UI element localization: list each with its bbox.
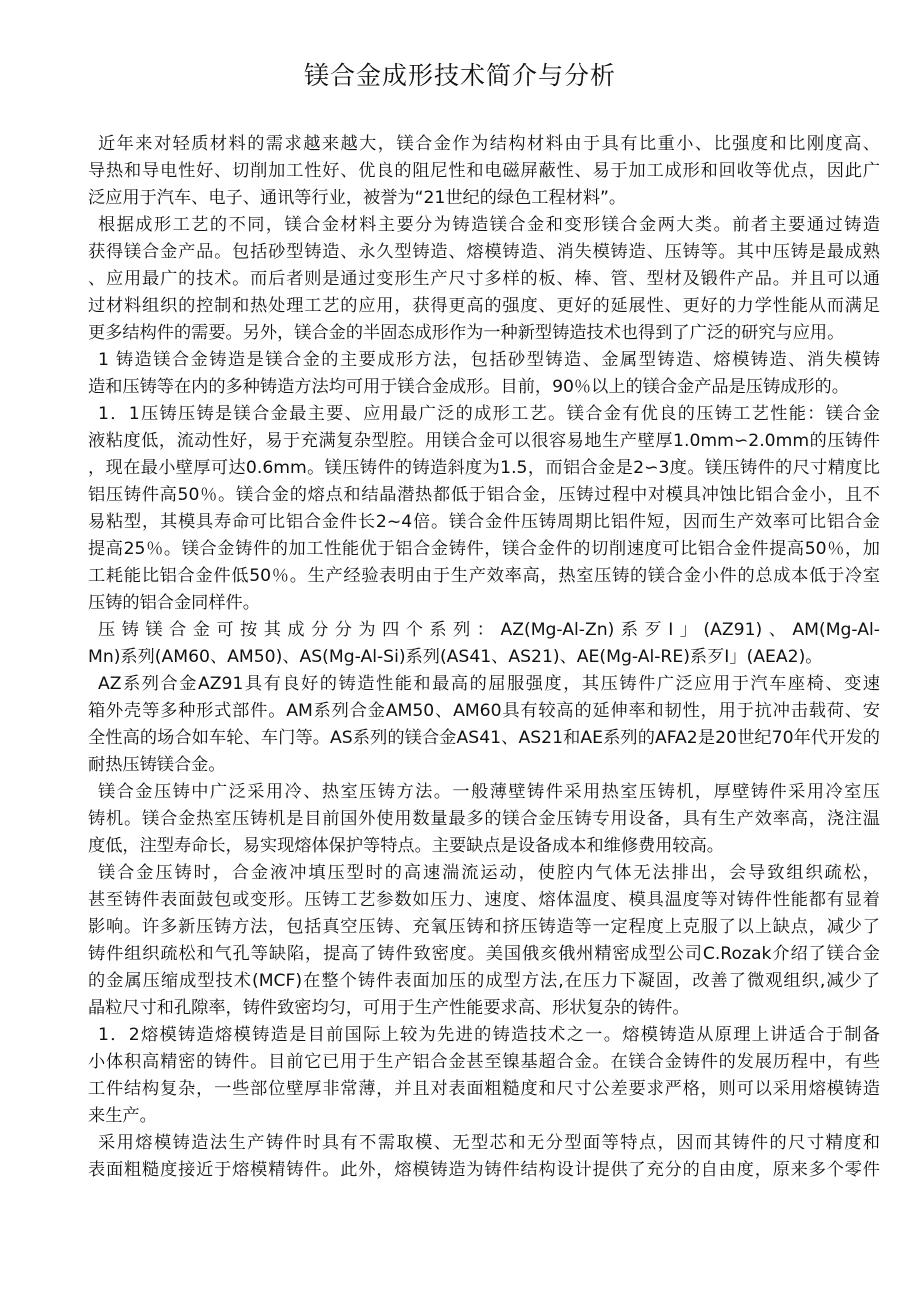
paragraph xyxy=(88,1022,880,1130)
paragraph xyxy=(88,860,880,1022)
text-line: 更多结构件的需要。另外，镁合金的半固态成形作为一种新型铸造技术也得到了广泛的研究与应用。 xyxy=(88,323,845,343)
text-line: 晶粒尺寸和孔隙率，铸件致密均匀，可用于生产性能要求高、形状复杂的铸件。 xyxy=(88,998,690,1018)
text-line: AZ系列合金AZ91具有良好的铸造性能和最高的屈服强度，其压铸件广泛应用于汽车座椅、变速 xyxy=(98,674,880,694)
paragraph xyxy=(88,401,880,617)
text-line: 液粘度低，流动性好，易于充满复杂型腔。用镁合金可以很容易地生产壁厚1.0mm∽2.0mm的压铸件 xyxy=(88,431,880,451)
text-line: 的金属压缩成型技术(MCF)在整个铸件表面加压的成型方法,在压力下凝固，改善了微观组织,减少了 xyxy=(88,971,880,991)
text-line: 全性高的场合如车轮、车门等。AS系列的镁合金AS41、AS21和AE系列的AFA2是20世纪70年代开发的 xyxy=(88,728,880,748)
text-line: 表面粗糙度接近于熔模精铸件。此外，熔模铸造为铸件结构设计提供了充分的自由度，原来多个零件 xyxy=(88,1160,880,1180)
document-title: 镁合金成形技术简介与分析 xyxy=(303,61,616,90)
text-line: 过材料组织的控制和热处理工艺的应用，获得更高的强度、更好的延展性、更好的力学性能从而满足 xyxy=(88,296,880,316)
paragraph xyxy=(88,212,880,347)
text-line: 压铸的铝合金同样件。 xyxy=(88,593,260,613)
text-line: 1 铸造镁合金铸造是镁合金的主要成形方法，包括砂型铸造、金属型铸造、熔模铸造、消失模铸 xyxy=(98,350,880,370)
text-line: 铸机。镁合金热室压铸机是目前国外使用数量最多的镁合金压铸专用设备，具有生产效率高，浇注温 xyxy=(88,809,880,829)
text-line: 获得镁合金产品。包括砂型铸造、永久型铸造、熔模铸造、消失模铸造、压铸等。其中压铸是最成熟 xyxy=(88,242,880,262)
text-line: 易粘型，其模具寿命可比铝合金件长2~4倍。镁合金件压铸周期比铝件短，因而生产效率可比铝合金 xyxy=(88,512,880,532)
text-line: 铸件组织疏松和气孔等缺陷，提高了铸件致密度。美国俄亥俄州精密成型公司C.Rozak介绍了镁合金 xyxy=(88,944,880,964)
text-line: ，现在最小壁厚可达0.6mm。镁压铸件的铸造斜度为1.5，而铝合金是2∽3度。镁压铸件的尺寸精度比 xyxy=(88,458,880,478)
text-line: 箱外壳等多种形式部件。AM系列合金AM50、AM60具有较高的延伸率和韧性，用于抗冲击载荷、安 xyxy=(88,701,880,721)
text-line: 铝压铸件高50％。镁合金的熔点和结晶潜热都低于铝合金，压铸过程中对模具冲蚀比铝合金小，且不 xyxy=(88,485,880,505)
text-line: 采用熔模铸造法生产铸件时具有不需取模、无型芯和无分型面等特点，因而其铸件的尺寸精度和 xyxy=(98,1133,880,1153)
text-line: Mn)系列(AM60、AM50)、AS(Mg-Al-Si)系列(AS41、AS21)、AE(Mg-Al-RE)系歹I」(AEA2)。 xyxy=(88,647,823,667)
text-line: 导热和导电性好、切削加工性好、优良的阻尼性和电磁屏蔽性、易于加工成形和回收等优点，因此广 xyxy=(88,161,880,181)
text-line: 造和压铸等在内的多种铸造方法均可用于镁合金成形。目前，90％以上的镁合金产品是压铸成形的。 xyxy=(88,377,849,397)
text-line: 根据成形工艺的不同，镁合金材料主要分为铸造镁合金和变形镁合金两大类。前者主要通过铸造 xyxy=(98,215,880,235)
document-body xyxy=(88,131,880,1184)
paragraph xyxy=(88,671,880,779)
text-line: 泛应用于汽车、电子、通讯等行业，被誉为“21世纪的绿色工程材料”。 xyxy=(88,188,627,208)
text-line: 耐热压铸镁合金。 xyxy=(88,755,226,775)
text-line: 镁合金压铸时，合金液冲填压型时的高速湍流运动，使腔内气体无法排出，会导致组织疏松， xyxy=(98,863,880,883)
text-line: 影响。许多新压铸方法，包括真空压铸、充氧压铸和挤压铸造等一定程度上克服了以上缺点，减少了 xyxy=(88,917,880,937)
text-line: 度低，注型寿命长，易实现熔体保护等特点。主要缺点是设备成本和维修费用较高。 xyxy=(88,836,724,856)
text-line: 工件结构复杂，一些部位壁厚非常薄，并且对表面粗糙度和尺寸公差要求严格，则可以采用熔模铸造 xyxy=(88,1079,880,1099)
text-line: 小体积高精密的铸件。目前它已用于生产铝合金甚至镍基超合金。在镁合金铸件的发展历程中，有些 xyxy=(88,1052,880,1072)
text-line: 1．2熔模铸造熔模铸造是目前国际上较为先进的铸造技术之一。熔模铸造从原理上讲适合于制备 xyxy=(98,1025,880,1045)
text-line: 1．1压铸压铸是镁合金最主要、应用最广泛的成形工艺。镁合金有优良的压铸工艺性能：镁合金 xyxy=(98,404,880,424)
paragraph xyxy=(88,617,880,671)
paragraph xyxy=(88,779,880,860)
text-line: 甚至铸件表面鼓包或变形。压铸工艺参数如压力、速度、熔体温度、模具温度等对铸件性能都有显着 xyxy=(88,890,880,910)
text-line: 镁合金压铸中广泛采用冷、热室压铸方法。一般薄壁铸件采用热室压铸机，厚壁铸件采用冷室压 xyxy=(98,782,880,802)
text-line: 提高25％。镁合金铸件的加工性能优于铝合金铸件，镁合金件的切削速度可比铝合金件提高50％，加 xyxy=(88,539,880,559)
text-line: 来生产。 xyxy=(88,1106,157,1126)
paragraph xyxy=(88,131,880,212)
text-line: 压铸镁合金可按其成分分为四个系列：AZ(Mg-Al-Zn)系歹I」(AZ91)、AM(Mg-Al- xyxy=(98,620,880,640)
paragraph xyxy=(88,347,880,401)
paragraph xyxy=(88,1130,880,1184)
text-line: 工耗能比铝合金件低50％。生产经验表明由于生产效率高，热室压铸的镁合金小件的总成本低于冷室 xyxy=(88,566,880,586)
text-line: 近年来对轻质材料的需求越来越大，镁合金作为结构材料由于具有比重小、比强度和比刚度高、 xyxy=(98,134,880,154)
text-line: 、应用最广的技术。而后者则是通过变形生产尺寸多样的板、棒、管、型材及锻件产品。并且可以通 xyxy=(88,269,880,289)
